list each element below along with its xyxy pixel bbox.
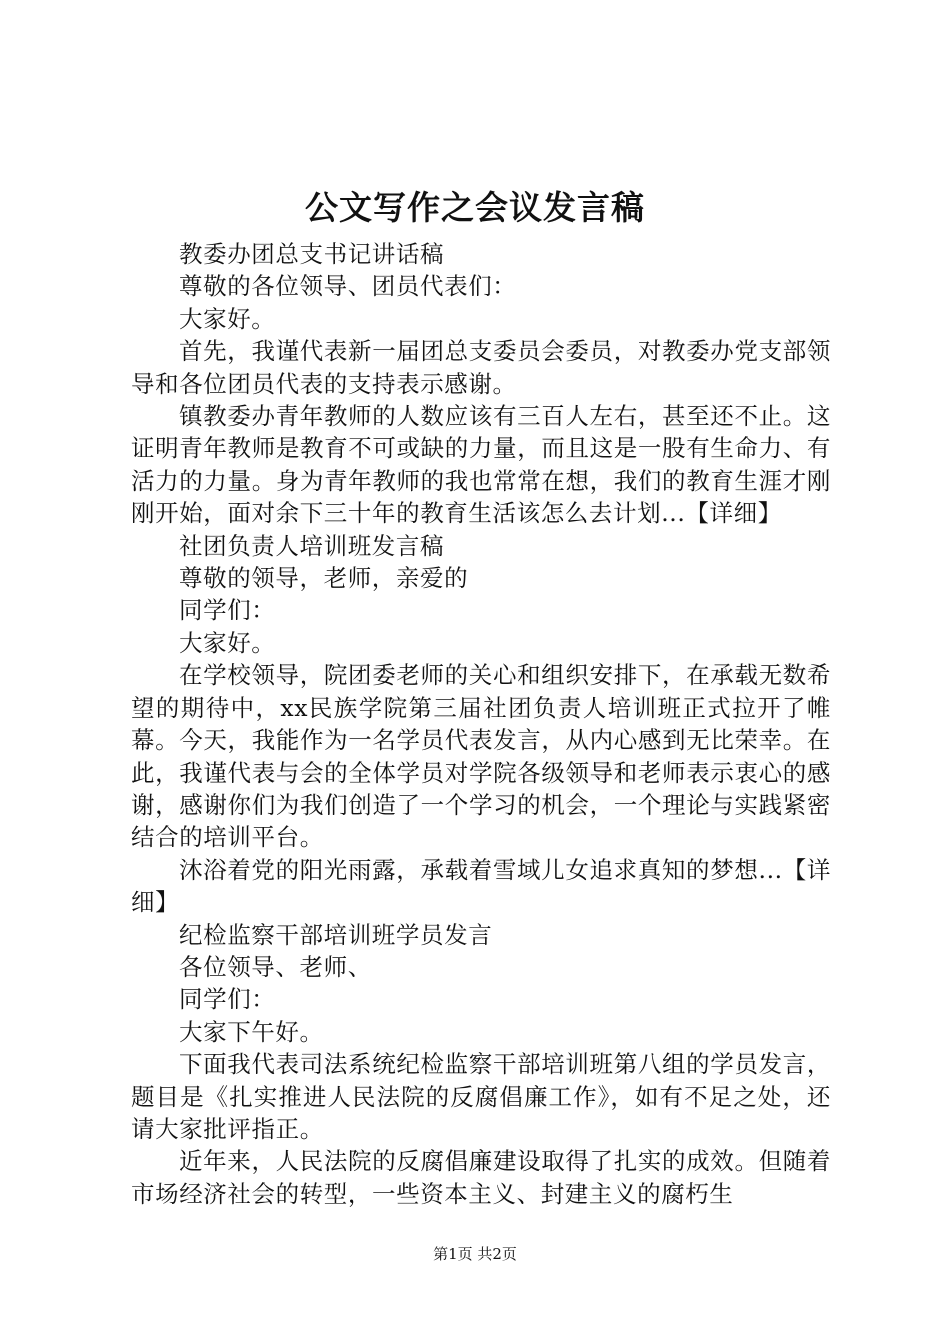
paragraph: 大家下午好。: [179, 1017, 324, 1046]
paragraph: 纪检监察干部培训班学员发言: [179, 920, 493, 949]
page-number-footer: 第1页 共2页: [433, 1245, 517, 1263]
paragraph: 首先，我谨代表新一届团总支委员会委员，对教委办党支部领导和各位团员代表的支持表示感谢。: [131, 337, 831, 398]
paragraph: 在学校领导，院团委老师的关心和组织安排下，在承载无数希望的期待中，xx民族学院第三届社团负责人培训班正式拉开了帷幕。今天，我能作为一名学员代表发言，从内心感到无比荣幸。在此，我谨代表与会的全体学员对学院各级领导和老师表示衷心的感谢，感谢你们为我们创造了一个学习的机会，一个理论与实践紧密结合的培训平台。: [131, 661, 831, 852]
paragraph: 各位领导、老师、: [179, 952, 372, 981]
paragraph: 大家好。: [179, 628, 276, 657]
paragraph: 近年来，人民法院的反腐倡廉建设取得了扎实的成效。但随着市场经济社会的转型，一些资本主义、封建主义的腐朽生: [131, 1147, 831, 1208]
paragraph: 教委办团总支书记讲话稿: [179, 240, 445, 268]
document-body: [131, 238, 831, 1210]
document-title: 公文写作之会议发言稿: [305, 188, 645, 227]
paragraph: 大家好。: [179, 304, 276, 333]
paragraph: 同学们：: [179, 985, 276, 1014]
paragraph: 尊敬的各位领导、团员代表们：: [179, 272, 517, 301]
paragraph: 下面我代表司法系统纪检监察干部培训班第八组的学员发言，题目是《扎实推进人民法院的反腐倡廉工作》，如有不足之处，还请大家批评指正。: [131, 1050, 831, 1143]
paragraph: 同学们：: [179, 596, 276, 625]
paragraph: 镇教委办青年教师的人数应该有三百人左右，甚至还不止。这证明青年教师是教育不可或缺的力量，而且这是一股有生命力、有活力的力量。身为青年教师的我也常常在想，我们的教育生涯才刚刚开始，面对余下三十年的教育生活该怎么去计划...【详细】: [131, 402, 831, 528]
paragraph: 沐浴着党的阳光雨露，承载着雪域儿女追求真知的梦想...【详细】: [131, 855, 831, 917]
paragraph: 社团负责人培训班发言稿: [179, 531, 445, 560]
paragraph: 尊敬的领导，老师，亲爱的: [179, 564, 469, 593]
